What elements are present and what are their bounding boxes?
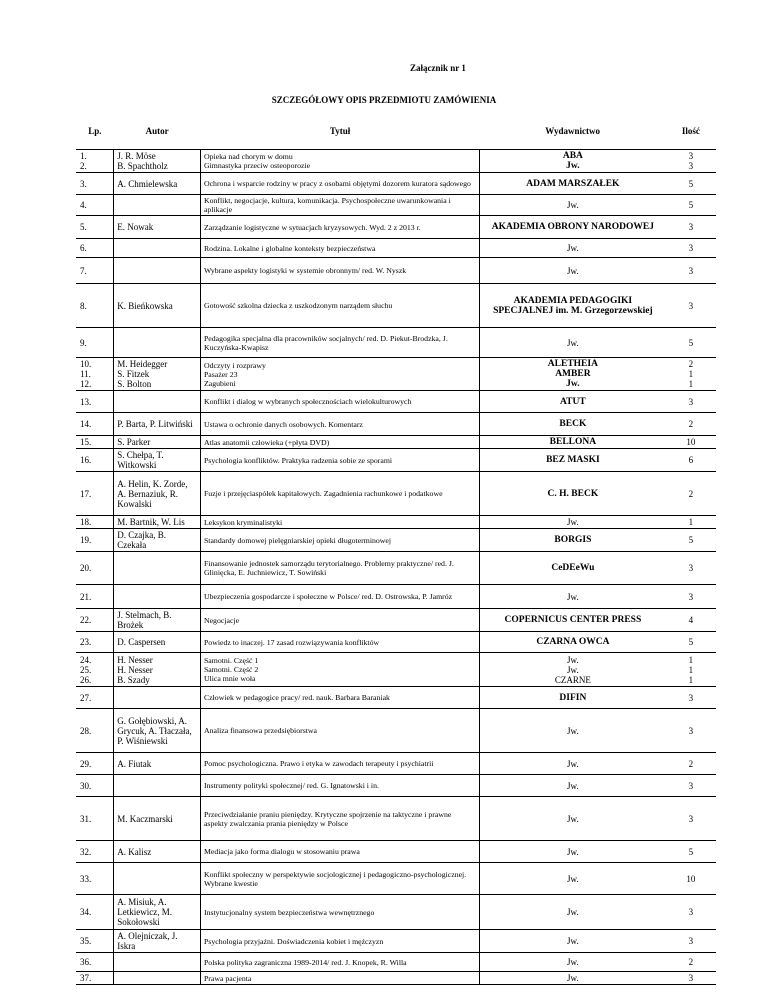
publisher-cell: Jw. [480, 709, 666, 753]
order-table [76, 113, 716, 985]
quantity-cell: 5 [666, 173, 716, 195]
author-cell [114, 863, 201, 895]
publisher-cell: ALETHEIA AMBER Jw. [480, 358, 666, 391]
author-cell: A. Helin, K. Zorde, A. Bernaziuk, R. Kowalski [114, 472, 201, 516]
title-cell: Konflikt i dialog w wybranych społecznościach wielokulturowych [200, 391, 479, 413]
row-number: 37. [76, 972, 114, 985]
row-number: 9. [76, 328, 114, 358]
quantity-cell: 3 [666, 284, 716, 328]
title-cell: Przeciwdziałanie praniu pieniędzy. Krytyczne spojrzenie na taktyczne i prawne aspekty zwalczania prania pieniędzy w Polsce [200, 797, 479, 841]
table-body [76, 150, 716, 985]
table-row [76, 653, 716, 687]
row-number: 24. 25. 26. [76, 653, 114, 687]
author-cell: A. Olejniczak, J. Iskra [114, 930, 201, 953]
quantity-cell: 3 [666, 239, 716, 258]
quantity-cell: 5 [666, 841, 716, 863]
table-row [76, 687, 716, 709]
table-row [76, 239, 716, 258]
row-number: 6. [76, 239, 114, 258]
table-row [76, 930, 716, 953]
table-row [76, 972, 716, 985]
row-number: 16. [76, 449, 114, 472]
table-row [76, 753, 716, 775]
row-number: 10. 11. 12. [76, 358, 114, 391]
title-cell: Finansowanie jednostek samorządu terytorialnego. Problemy praktyczne/ red. J. Glinięcka, E. Juchniewicz, T. Sowiński [200, 552, 479, 585]
table-row [76, 552, 716, 585]
row-number: 32. [76, 841, 114, 863]
quantity-cell: 2 1 1 [666, 358, 716, 391]
publisher-cell: Jw. [480, 895, 666, 930]
publisher-cell: Jw. [480, 930, 666, 953]
publisher-cell: Jw. [480, 753, 666, 775]
quantity-cell: 2 [666, 413, 716, 436]
publisher-cell: Jw. [480, 258, 666, 284]
publisher-cell: Jw. [480, 972, 666, 985]
title-cell: Odczyty i rozprawy Pasażer 23 Zagubieni [200, 358, 479, 391]
author-cell [114, 195, 201, 216]
table-row [76, 797, 716, 841]
quantity-cell: 3 [666, 895, 716, 930]
author-cell [114, 972, 201, 985]
publisher-cell: Jw. [480, 239, 666, 258]
quantity-cell: 3 [666, 216, 716, 239]
row-number: 7. [76, 258, 114, 284]
row-number: 36. [76, 953, 114, 972]
table-row [76, 863, 716, 895]
publisher-cell: DIFIN [480, 687, 666, 709]
publisher-cell: BECK [480, 413, 666, 436]
row-number: 3. [76, 173, 114, 195]
row-number: 19. [76, 529, 114, 552]
author-cell: J. R. Möse B. Spachtholz [114, 150, 201, 173]
author-cell [114, 328, 201, 358]
header-autor: Autor [114, 113, 201, 150]
author-cell: M. Kaczmarski [114, 797, 201, 841]
title-cell: Konflikt społeczny w perspektywie socjologicznej i pedagogiczno-psychologicznej. Wybrane kwestie [200, 863, 479, 895]
title-cell: Prawa pacjenta [200, 972, 479, 985]
header-tytul: Tytuł [200, 113, 479, 150]
publisher-cell: ATUT [480, 391, 666, 413]
publisher-cell: AKADEMIA PEDAGOGIKI SPECJALNEJ im. M. Grzegorzewskiej [480, 284, 666, 328]
author-cell: D. Czajka, B. Czekała [114, 529, 201, 552]
title-cell: Rodzina. Lokalne i globalne konteksty bezpieczeństwa [200, 239, 479, 258]
author-cell: H. Nesser H. Nesser B. Szady [114, 653, 201, 687]
author-cell: A. Misiuk, A. Letkiewicz, M. Sokołowski [114, 895, 201, 930]
quantity-cell: 3 [666, 709, 716, 753]
author-cell: M. Heidegger S. Fitzek S. Bolton [114, 358, 201, 391]
author-cell [114, 391, 201, 413]
table-row [76, 195, 716, 216]
title-cell: Powiedz to inaczej. 17 zasad rozwiązywania konfliktów [200, 632, 479, 653]
quantity-cell: 5 [666, 632, 716, 653]
author-cell [114, 239, 201, 258]
row-number: 21. [76, 585, 114, 609]
title-cell: Zarządzanie logistyczne w sytuacjach kryzysowych. Wyd. 2 z 2013 r. [200, 216, 479, 239]
author-cell: S. Parker [114, 436, 201, 449]
table-row [76, 632, 716, 653]
author-cell [114, 552, 201, 585]
table-row [76, 150, 716, 173]
publisher-cell: CZARNA OWCA [480, 632, 666, 653]
author-cell: J. Stelmach, B. Brożek [114, 609, 201, 632]
quantity-cell: 5 [666, 529, 716, 552]
table-row [76, 472, 716, 516]
table-row [76, 328, 716, 358]
quantity-cell: 3 3 [666, 150, 716, 173]
publisher-cell: Jw. [480, 841, 666, 863]
title-cell: Analiza finansowa przedsiębiorstwa [200, 709, 479, 753]
author-cell: A. Kalisz [114, 841, 201, 863]
quantity-cell: 3 [666, 775, 716, 797]
publisher-cell: Jw. [480, 797, 666, 841]
table-row [76, 516, 716, 529]
quantity-cell: 5 [666, 195, 716, 216]
table-row [76, 609, 716, 632]
author-cell: A. Chmielewska [114, 173, 201, 195]
author-cell: K. Bieńkowska [114, 284, 201, 328]
quantity-cell: 3 [666, 552, 716, 585]
header-lp: Lp. [76, 113, 114, 150]
author-cell: A. Fiutak [114, 753, 201, 775]
publisher-cell: AKADEMIA OBRONY NARODOWEJ [480, 216, 666, 239]
table-row [76, 258, 716, 284]
row-number: 30. [76, 775, 114, 797]
table-header-row [76, 113, 716, 150]
title-cell: Atlas anatomii człowieka (+płyta DVD) [200, 436, 479, 449]
publisher-cell: Jw. Jw. CZARNE [480, 653, 666, 687]
title-cell: Opieka nad chorym w domu Gimnastyka przeciw osteoporozie [200, 150, 479, 173]
quantity-cell: 5 [666, 328, 716, 358]
table-row [76, 436, 716, 449]
publisher-cell: ADAM MARSZAŁEK [480, 173, 666, 195]
publisher-cell: BORGIS [480, 529, 666, 552]
title-cell: Ustawa o ochronie danych osobowych. Komentarz [200, 413, 479, 436]
table-row [76, 449, 716, 472]
table-row [76, 284, 716, 328]
row-number: 15. [76, 436, 114, 449]
table-row [76, 895, 716, 930]
author-cell: S. Chełpa, T. Witkowski [114, 449, 201, 472]
publisher-cell: Jw. [480, 585, 666, 609]
quantity-cell: 4 [666, 609, 716, 632]
row-number: 13. [76, 391, 114, 413]
title-cell: Leksykon kryminalistyki [200, 516, 479, 529]
quantity-cell: 3 [666, 391, 716, 413]
quantity-cell: 1 1 1 [666, 653, 716, 687]
quantity-cell: 6 [666, 449, 716, 472]
title-cell: Instrumenty polityki społecznej/ red. G. Ignatowski i in. [200, 775, 479, 797]
quantity-cell: 3 [666, 258, 716, 284]
title-cell: Pedagogika specjalna dla pracowników socjalnych/ red. D. Piekut-Brodzka, J. Kuczyńska-Kwapisz [200, 328, 479, 358]
title-cell: Ochrona i wsparcie rodziny w pracy z osobami objętymi dozorem kuratora sądowego [200, 173, 479, 195]
document-title: SZCZEGÓŁOWY OPIS PRZEDMIOTU ZAMÓWIENIA [271, 95, 497, 105]
table-row [76, 775, 716, 797]
publisher-cell: Jw. [480, 195, 666, 216]
author-cell [114, 258, 201, 284]
publisher-cell: Jw. [480, 863, 666, 895]
publisher-cell: ABA Jw. [480, 150, 666, 173]
row-number: 18. [76, 516, 114, 529]
title-cell: Instytucjonalny system bezpieczeństwa wewnętrznego [200, 895, 479, 930]
quantity-cell: 3 [666, 585, 716, 609]
author-cell [114, 585, 201, 609]
author-cell [114, 953, 201, 972]
publisher-cell: Jw. [480, 328, 666, 358]
title-cell: Polska polityka zagraniczna 1989-2014/ red. J. Knopek, R. Willa [200, 953, 479, 972]
quantity-cell: 2 [666, 472, 716, 516]
table-row [76, 173, 716, 195]
title-cell: Człowiek w pedagogice pracy/ red. nauk. Barbara Baraniak [200, 687, 479, 709]
row-number: 22. [76, 609, 114, 632]
header-wydawnictwo: Wydawnictwo [480, 113, 666, 150]
quantity-cell: 3 [666, 797, 716, 841]
author-cell: M. Bartnik, W. Lis [114, 516, 201, 529]
publisher-cell: BELLONA [480, 436, 666, 449]
table-row [76, 529, 716, 552]
title-cell: Fuzje i przejęciaspółek kapitałowych. Zagadnienia rachunkowe i podatkowe [200, 472, 479, 516]
publisher-cell: C. H. BECK [480, 472, 666, 516]
title-cell: Negocjacje [200, 609, 479, 632]
author-cell [114, 687, 201, 709]
author-cell: P. Barta, P. Litwiński [114, 413, 201, 436]
publisher-cell: Jw. [480, 775, 666, 797]
title-cell: Gotowość szkolna dziecka z uszkodzonym narządem słuchu [200, 284, 479, 328]
row-number: 35. [76, 930, 114, 953]
table-row [76, 391, 716, 413]
publisher-cell: Jw. [480, 516, 666, 529]
publisher-cell: CeDEeWu [480, 552, 666, 585]
row-number: 14. [76, 413, 114, 436]
author-cell: E. Nowak [114, 216, 201, 239]
title-cell: Pomoc psychologiczna. Prawo i etyka w zawodach terapeuty i psychiatrii [200, 753, 479, 775]
author-cell [114, 775, 201, 797]
table-row [76, 953, 716, 972]
row-number: 27. [76, 687, 114, 709]
quantity-cell: 2 [666, 753, 716, 775]
title-cell: Psychologia konfliktów. Praktyka radzenia sobie ze sporami [200, 449, 479, 472]
quantity-cell: 2 [666, 953, 716, 972]
annex-label: Załącznik nr 1 [410, 63, 466, 73]
table-row [76, 841, 716, 863]
title-cell: Samotni. Część 1 Samotni. Część 2 Ulica mnie woła [200, 653, 479, 687]
publisher-cell: COPERNICUS CENTER PRESS [480, 609, 666, 632]
table-row [76, 358, 716, 391]
title-cell: Konflikt, negocjacje, kultura, komunikacja. Psychospołeczne uwarunkowania i aplikacje [200, 195, 479, 216]
quantity-cell: 3 [666, 930, 716, 953]
table-row [76, 709, 716, 753]
quantity-cell: 3 [666, 972, 716, 985]
row-number: 5. [76, 216, 114, 239]
author-cell: D. Caspersen [114, 632, 201, 653]
row-number: 34. [76, 895, 114, 930]
table-row [76, 216, 716, 239]
row-number: 28. [76, 709, 114, 753]
quantity-cell: 3 [666, 687, 716, 709]
row-number: 17. [76, 472, 114, 516]
title-cell: Psychologia przyjaźni. Doświadczenia kobiet i mężczyzn [200, 930, 479, 953]
row-number: 23. [76, 632, 114, 653]
title-cell: Wybrane aspekty logistyki w systemie obronnym/ red. W. Nyszk [200, 258, 479, 284]
table-row [76, 413, 716, 436]
quantity-cell: 10 [666, 436, 716, 449]
row-number: 20. [76, 552, 114, 585]
author-cell: G. Gołębiowski, A. Grycuk, A. Tłaczała, P. Wiśniewski [114, 709, 201, 753]
quantity-cell: 1 [666, 516, 716, 529]
quantity-cell: 10 [666, 863, 716, 895]
title-cell: Ubezpieczenia gospodarcze i społeczne w Polsce/ red. D. Ostrowska, P. Jamróz [200, 585, 479, 609]
row-number: 8. [76, 284, 114, 328]
publisher-cell: Jw. [480, 953, 666, 972]
row-number: 4. [76, 195, 114, 216]
row-number: 33. [76, 863, 114, 895]
header-ilosc: Ilość [666, 113, 716, 150]
row-number: 29. [76, 753, 114, 775]
title-cell: Standardy domowej pielęgniarskiej opieki długoterminowej [200, 529, 479, 552]
row-number: 31. [76, 797, 114, 841]
title-cell: Mediacja jako forma dialogu w stosowaniu prawa [200, 841, 479, 863]
table-row [76, 585, 716, 609]
row-number: 1. 2. [76, 150, 114, 173]
publisher-cell: BEZ MASKI [480, 449, 666, 472]
